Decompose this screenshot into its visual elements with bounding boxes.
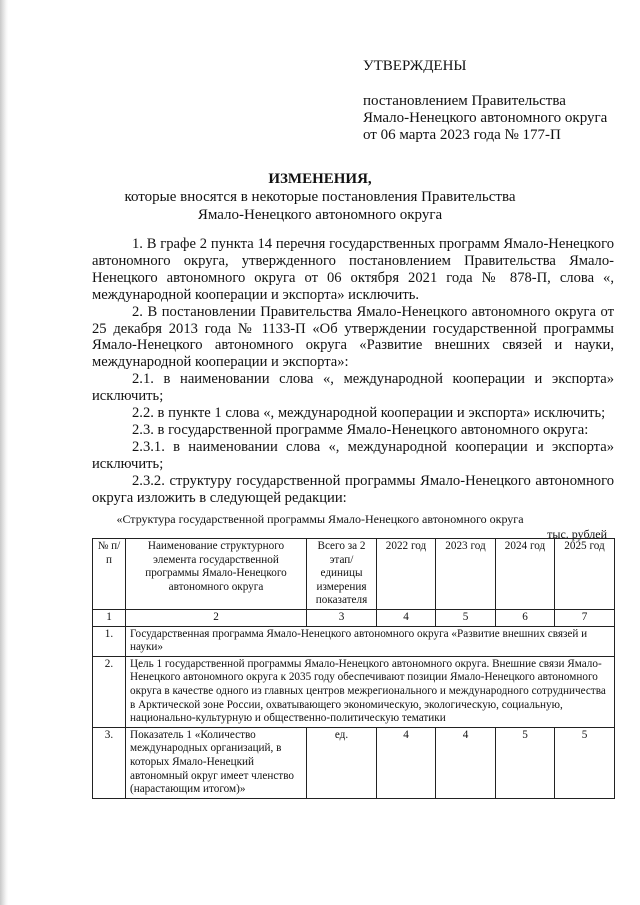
table-number-row [93,609,615,626]
column-number: 5 [436,609,496,626]
title-sub-2: Ямало-Ненецкого автономного округа [197,207,443,223]
paragraph-2-1: 2.1. в наименовании слова «, международной кооперации и экспорта» исключить; [92,371,614,405]
paragraph-2-2: 2.2. в пункте 1 слова «, международной кооперации и экспорта» исключить; [132,405,606,422]
indicator-unit: ед. [307,727,377,798]
row-number: 3. [93,727,126,798]
header-cell: № п/п [93,539,126,610]
paragraph-1: 1. В графе 2 пункта 14 перечня государственных программ Ямало-Ненецкого автономного округа, утвержденного постановлением Правительства Ямало-Ненецкого автономного округа от 06 октября 2021 года № 878-П, слова «, международной кооперации и экспорта» исключить. [92,236,614,303]
column-number: 2 [126,609,307,626]
document-title [0,170,640,224]
table-caption: «Структура государственной программы Ямало-Ненецкого автономного округа [116,512,524,526]
row-text: Государственная программа Ямало-Ненецкого автономного округа «Развитие внешних связей и науки» [126,626,615,656]
row-number: 2. [93,656,126,727]
header-cell: Наименование структурного элемента государственной программы Ямало-Ненецкого автономного округа [126,539,307,610]
column-number: 4 [377,609,436,626]
header-cell: Всего за 2 этап/ единицы измерения показателя [307,539,377,610]
title-main: ИЗМЕНЕНИЯ, [268,171,372,187]
structure-table [92,538,615,799]
column-number: 6 [496,609,555,626]
table-row [93,656,615,727]
page-shadow-edge [0,0,8,905]
column-number: 3 [307,609,377,626]
approval-line-3: от 06 марта 2023 года № 177-П [363,127,561,143]
table-unit: тыс. рублей [547,527,607,541]
approval-block [363,58,607,144]
paragraph-2-3: 2.3. в государственной программе Ямало-Ненецкого автономного округа: [132,421,589,438]
approval-line-2: Ямало-Ненецкого автономного округа [363,110,608,126]
paragraph-2-3-2: 2.3.2. структуру государственной программы Ямало-Ненецкого автономного округа изложить в следующей редакции: [92,472,614,506]
paragraph-2-3-1: 2.3.1. в наименовании слова «, международной кооперации и экспорта» исключить; [92,438,614,472]
document-body [92,236,614,507]
header-cell: 2022 год [377,539,436,610]
header-cell: 2024 год [496,539,555,610]
approval-line-1: постановлением Правительства [363,93,566,109]
header-cell: 2023 год [436,539,496,610]
approval-heading: УТВЕРЖДЕНЫ [363,58,467,74]
header-cell: 2025 год [555,539,615,610]
value-2025: 5 [555,727,615,798]
value-2023: 4 [436,727,496,798]
column-number: 1 [93,609,126,626]
row-text: Цель 1 государственной программы Ямало-Ненецкого автономного округа. Внешние связи Ямало-Ненецкого автономного округа к 2035 году обеспечивают позиции Ямало-Ненецкого автономного округа в качестве одного из главных центров межрегионального и международного сотрудничества в Арктической зоне России, охватывающего экономическую, экологическую, социальную, национально-культурную и общественно-политическую тематики [126,656,615,727]
table-row [93,727,615,798]
value-2022: 4 [377,727,436,798]
indicator-name: Показатель 1 «Количество международных организаций, в которых Ямало-Ненецкий автономный округ имеет членство (нарастающим итогом)» [126,727,307,798]
table-row [93,626,615,656]
title-sub-1: которые вносятся в некоторые постановления Правительства [124,189,516,205]
row-number: 1. [93,626,126,656]
paragraph-2: 2. В постановлении Правительства Ямало-Ненецкого автономного округа от 25 декабря 2013 года № 1133-П «Об утверждении государственной программы Ямало-Ненецкого автономного округа «Развитие внешних связей и науки, международной кооперации и экспорта»: [92,303,614,371]
column-number: 7 [555,609,615,626]
table-header-row [93,539,615,610]
value-2024: 5 [496,727,555,798]
